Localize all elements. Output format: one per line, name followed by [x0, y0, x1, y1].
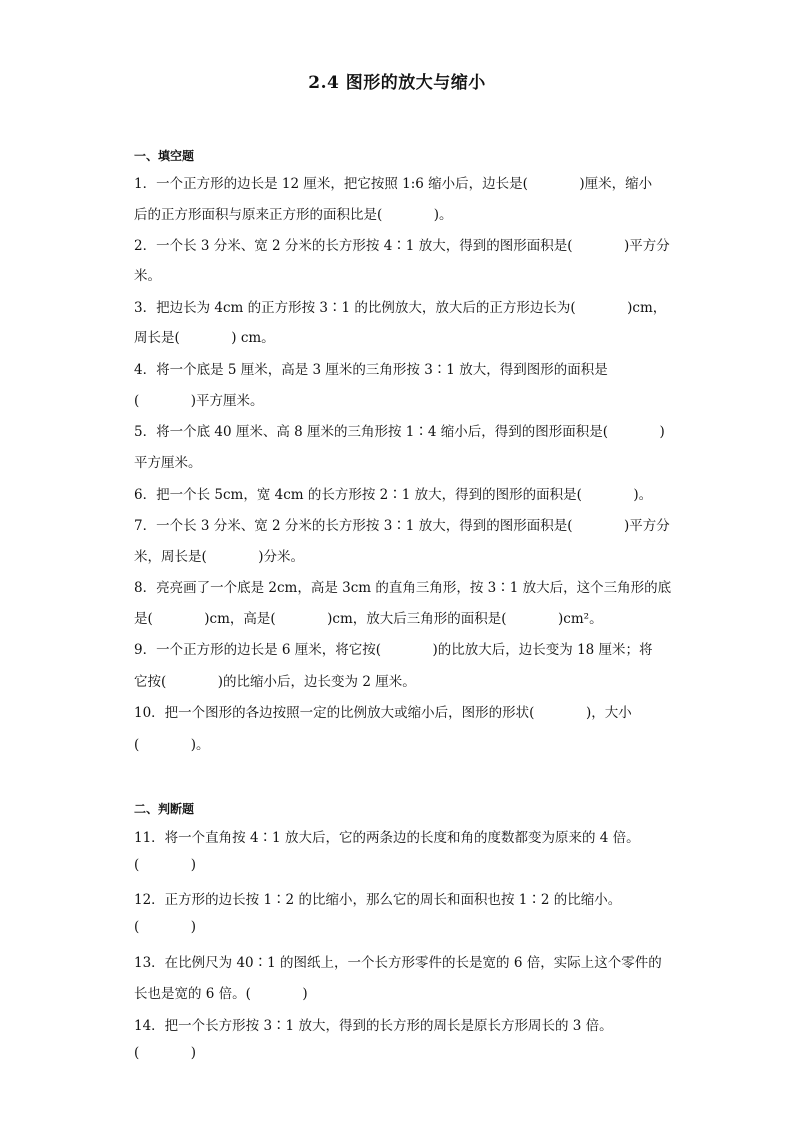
question-line: 10．把一个图形的各边按照一定的比例放大或缩小后，图形的形状( )，大小: [134, 705, 632, 721]
question-line: 12．正方形的边长按 1∶2 的比缩小，那么它的周长和面积也按 1∶2 的比缩小。: [134, 892, 622, 908]
question-line: 9．一个正方形的边长是 6 厘米，将它按( )的比放大后，边长变为 18 厘米；将: [134, 642, 653, 658]
page-title: 2.4 图形的放大与缩小: [308, 73, 486, 93]
question-line: 米，周长是( )分米。: [134, 549, 305, 565]
question-line: 周长是( ) cm。: [134, 330, 275, 346]
question-line: 14．把一个长方形按 3∶1 放大，得到的长方形的周长是原长方形周长的 3 倍。: [134, 1018, 613, 1034]
question-line: 6．把一个长 5cm，宽 4cm 的长方形按 2∶1 放大，得到的图形的面积是( )。: [134, 487, 653, 503]
question-line: 长也是宽的 6 倍。( ): [134, 986, 308, 1002]
section-heading-true-false: 二、判断题: [134, 802, 195, 816]
question-line: 它按( )的比缩小后，边长变为 2 厘米。: [134, 674, 416, 690]
question-line: 11．将一个直角按 4∶1 放大后，它的两条边的长度和角的度数都变为原来的 4 倍。: [134, 830, 640, 846]
question-line: 7．一个长 3 分米、宽 2 分米的长方形按 3∶1 放大，得到的图形面积是( )平方分: [134, 518, 670, 534]
question-line: 是( )cm，高是( )cm，放大后三角形的面积是( )cm²。: [134, 611, 603, 627]
question-line: 8．亮亮画了一个底是 2cm，高是 3cm 的直角三角形，按 3∶1 放大后，这个三角形的底: [134, 580, 672, 596]
question-line: ( ): [134, 1045, 197, 1061]
question-line: 3．把边长为 4cm 的正方形按 3∶1 的比例放大，放大后的正方形边长为( )cm，: [134, 300, 667, 316]
question-line: 后的正方形面积与原来正方形的面积比是( )。: [134, 207, 453, 223]
question-line: ( ): [134, 919, 197, 935]
question-line: 13．在比例尺为 40∶1 的图纸上，一个长方形零件的长是宽的 6 倍，实际上这个零件的: [134, 955, 662, 971]
question-line: 平方厘米。: [134, 455, 202, 471]
question-line: ( ): [134, 857, 197, 873]
question-line: ( )平方厘米。: [134, 393, 264, 409]
question-line: 4．将一个底是 5 厘米，高是 3 厘米的三角形按 3∶1 放大，得到图形的面积是: [134, 362, 608, 378]
section-heading-fill-in: 一、填空题: [134, 149, 195, 163]
question-line: 2．一个长 3 分米、宽 2 分米的长方形按 4∶1 放大，得到的图形面积是( )平方分: [134, 238, 670, 254]
question-line: 1．一个正方形的边长是 12 厘米，把它按照 1:6 缩小后，边长是( )厘米，缩小: [134, 176, 653, 192]
question-line: ( )。: [134, 737, 210, 753]
question-line: 米。: [134, 268, 161, 284]
question-line: 5．将一个底 40 厘米、高 8 厘米的三角形按 1∶4 缩小后，得到的图形面积是( ): [134, 424, 665, 440]
